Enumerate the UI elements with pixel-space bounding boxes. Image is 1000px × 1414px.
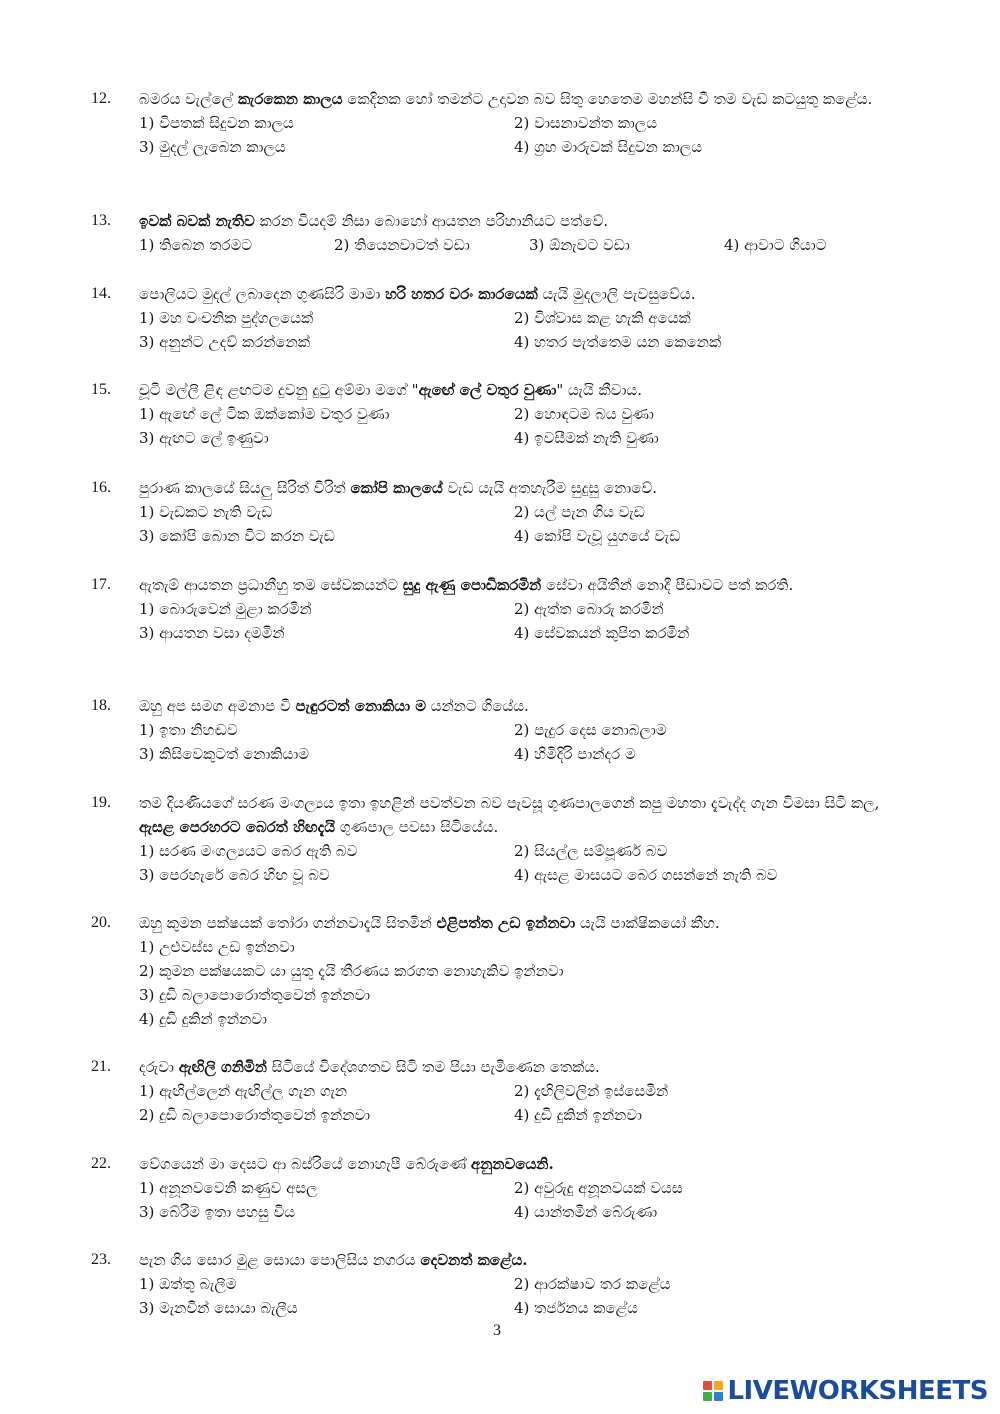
answer-option[interactable]: 3) බේරීම ඉතා පහසු විය — [139, 1203, 296, 1221]
page-number: 3 — [493, 1322, 501, 1339]
answer-options — [139, 935, 919, 1031]
highlighted-phrase: ඇඟේ ලේ වතුර වුණා — [418, 381, 557, 399]
highlighted-phrase: ඇඟිලි ගනිමින් — [178, 1058, 267, 1076]
stem-text: යැයි මුදලාලි පැවසුවේය. — [537, 285, 696, 303]
answer-option[interactable]: 4) හතර පැත්තෙම යන කෙනෙක් — [514, 333, 722, 351]
stem-text: පොලියට මුදල් ලබාදෙන ගුණසිරි මාමා — [139, 285, 386, 303]
stem-text: ඇතැම් ආයතන ප්‍රධානීහු තම සේවකයන්ට — [139, 576, 403, 594]
highlighted-phrase: ඇසළ පෙරහරට බෙරත් හිඟදැයි — [139, 818, 336, 836]
stem-text: ඔහු අප සමග අමනාප වී — [139, 697, 296, 715]
stem-text: තම දියණියගේ සරණ මංගල්‍යය ඉතා ඉහළින් පවත්වන බව පැවසූ ගුණපාලගෙන් කපු මහතා දැවැද්ද ගැන විමසා සිටි කල, — [139, 794, 880, 812]
question-stem — [139, 791, 919, 839]
question-number: 17. — [91, 576, 111, 593]
answer-option[interactable]: 4) දුඩි දුකින් ඉන්නවා — [139, 1010, 267, 1028]
logo-square — [714, 1381, 723, 1390]
stem-text: චූටි මල්ලී ළිඳ ළඟටම දුවනු දුටු අම්මා මගේ " — [139, 381, 419, 399]
answer-option[interactable]: 3) ඇඟට ලේ ඉණුවා — [139, 429, 269, 447]
question-stem — [139, 1152, 919, 1176]
logo-square — [703, 1392, 712, 1401]
answer-options — [139, 1176, 919, 1224]
answer-options — [139, 1272, 919, 1320]
answer-options — [139, 500, 919, 548]
stem-text: පුරාණ කාලයේ සියලු සිරිත් විරිත් — [139, 479, 351, 497]
answer-option[interactable]: 4) දුඩි දුකින් ඉන්නවා — [514, 1106, 642, 1124]
question-number: 12. — [91, 90, 111, 107]
answer-option[interactable]: 3) ආයතන වසා දමමින් — [139, 624, 285, 642]
answer-option[interactable]: 1) ඇඟේ ලේ ටික ඔක්කෝම වතුර වුණා — [139, 405, 390, 423]
stem-text: වැඩ යැයි අතහැරීම සුදුසු නොවේ. — [442, 479, 658, 497]
highlighted-phrase: දෙවනත් කළේය. — [420, 1251, 528, 1269]
stem-text: කෙදිනක හෝ තමන්ට උදාවන බව සිතු හෙතෙම මහන්සි වී තම වැඩ කටයුතු කළේය. — [342, 90, 873, 108]
answer-option[interactable]: 4) සේවකයන් කුපිත කරමින් — [514, 624, 690, 642]
highlighted-phrase: කැරකෙන කාලය — [237, 90, 343, 108]
answer-option[interactable]: 2) තියෙනවාටත් වඩා — [334, 236, 470, 254]
question-stem — [139, 911, 919, 935]
stem-text: සේවා අයිතීන් නොදී පීඩාවට පත් කරති. — [541, 576, 794, 594]
answer-option[interactable]: 4) ආවාට ගියාට — [724, 236, 827, 254]
highlighted-phrase: එළිපත්ත උඩ ඉන්නවා — [436, 914, 576, 932]
answer-option[interactable]: 2) විශ්වාස කළ හැකි අයෙක් — [514, 309, 691, 327]
answer-options — [139, 1079, 919, 1127]
answer-options — [139, 718, 919, 766]
answer-option[interactable]: 3) කිසිවෙකුටත් නොකියාම — [139, 745, 310, 763]
question-number: 19. — [91, 794, 111, 811]
stem-text: ගුණපාල පවසා සිටියේය. — [335, 818, 499, 836]
answer-option[interactable]: 3) කෝපි බොන විට කරන වැඩ — [139, 527, 335, 545]
answer-option[interactable]: 4) ඉවසීමක් නැති වුණා — [514, 429, 659, 447]
answer-options — [139, 233, 919, 257]
answer-option[interactable]: 3) අනුන්ට උදව් කරන්නෙක් — [139, 333, 310, 351]
answer-option[interactable]: 1) මහ වංචනික පුද්ගලයෙක් — [139, 309, 314, 327]
question-number: 15. — [91, 381, 111, 398]
answer-option[interactable]: 1) සරණ මංගල්‍යයට බෙර ඇති බව — [139, 842, 358, 860]
question-stem — [139, 378, 919, 402]
highlighted-phrase: පැඳුරටත් නොකියා ම — [295, 697, 427, 715]
answer-options — [139, 597, 919, 645]
answer-option[interactable]: 1) වැඩකට නැති වැඩ — [139, 503, 273, 521]
answer-option[interactable]: 4) තර්ජනය කළේය — [514, 1299, 638, 1317]
answer-option[interactable]: 4) ඇසළ මාසයට බෙර ගසන්නේ නැති බව — [514, 866, 778, 884]
question-number: 18. — [91, 697, 111, 714]
question-stem — [139, 87, 919, 111]
question-number: 14. — [91, 285, 111, 302]
answer-option[interactable]: 1) ඔත්තු බැලීම — [139, 1275, 237, 1293]
answer-option[interactable]: 3) මැනවින් සොයා බැලීය — [139, 1299, 298, 1317]
stem-text: " යැයි කීවාය. — [556, 381, 642, 399]
question-number: 21. — [91, 1058, 111, 1075]
answer-option[interactable]: 1) බොරුවෙන් මුළා කරමින් — [139, 600, 312, 618]
answer-options — [139, 306, 919, 354]
answer-option[interactable]: 4) ග්‍රහ මාරුවක් සිදුවන කාලය — [514, 138, 702, 156]
question-stem — [139, 282, 919, 306]
answer-option[interactable]: 1) විපතක් සිදුවන කාලය — [139, 114, 294, 132]
question-stem — [139, 1055, 919, 1079]
answer-option[interactable]: 1) තිබෙන තරමට — [139, 236, 253, 254]
highlighted-phrase: කෝපි කාලයේ — [350, 479, 443, 497]
answer-option[interactable]: 1) ඉතා නිහඬව — [139, 721, 238, 739]
answer-option[interactable]: 2) සියල්ල සම්පූර්ණ බව — [514, 842, 668, 860]
stem-text: යැයි පාක්ෂිකයෝ කීහ. — [575, 914, 720, 932]
answer-option[interactable]: 1) ඇඟිල්ලෙන් ඇඟිල්ල ගැන ගැන — [139, 1082, 348, 1100]
brand-name: LIVEWORKSHEETS — [727, 1376, 988, 1406]
stem-text: වේගයෙන් මා දෙසට ආ බස්රියේ නොහැපී බේරුණේ — [139, 1155, 471, 1173]
answer-option[interactable]: 3) මුදල් ලැබෙන කාලය — [139, 138, 286, 156]
question-number: 23. — [91, 1251, 111, 1268]
question-number: 16. — [91, 479, 111, 496]
question-number: 13. — [91, 212, 111, 229]
stem-text: යන්නට ගියේය. — [426, 697, 529, 715]
brand-footer[interactable] — [703, 1376, 988, 1406]
answer-option[interactable]: 2) අවුරුදු අනූනවයක් වයස — [514, 1179, 683, 1197]
question-stem — [139, 1248, 919, 1272]
answer-option[interactable]: 2) ආරක්ෂාව තර කළේය — [514, 1275, 671, 1293]
answer-option[interactable]: 4) යාන්තමින් බේරුණා — [514, 1203, 658, 1221]
answer-option[interactable]: 1) උළුවස්ස උඩ ඉන්නවා — [139, 938, 295, 956]
highlighted-phrase: සුදු ඇණු පොඩිකරමින් — [402, 576, 542, 594]
answer-options — [139, 839, 919, 887]
answer-option[interactable]: 4) හිමිදිරි පාන්දර ම — [514, 745, 636, 763]
question-number: 22. — [91, 1155, 111, 1172]
answer-option[interactable]: 3) දුඩි බලාපොරොත්තුවෙන් ඉන්නවා — [139, 986, 371, 1004]
question-stem — [139, 694, 919, 718]
highlighted-phrase: හරි හතර වරං කාරයෙක් — [385, 285, 538, 303]
highlighted-phrase: අනුනවයෙනි. — [470, 1155, 554, 1173]
answer-option[interactable]: 2) වාසනාවන්ත කාලය — [514, 114, 658, 132]
answer-option[interactable]: 2) කුමන පක්ෂයකට යා යුතු දැයි තීරණය කරගත නොහැකිව ඉන්නවා — [139, 962, 564, 980]
answer-option[interactable]: 2) පැදුර දෙස නොබලාම — [514, 721, 667, 739]
answer-options — [139, 402, 919, 450]
answer-options — [139, 111, 919, 159]
answer-option[interactable]: 1) අනූනවවෙනි කණුව අසල — [139, 1179, 318, 1197]
question-number: 20. — [91, 914, 111, 931]
answer-option[interactable]: 2) යල් පැන ගිය වැඩ — [514, 503, 645, 521]
question-stem — [139, 476, 919, 500]
question-stem — [139, 209, 919, 233]
stem-text: පැන ගිය සොර මුළ සොයා පොලිසිය නගරය — [139, 1251, 421, 1269]
stem-text: කරන වියදම් නිසා බොහෝ ආයතන පරිහානියට පත්වේ. — [254, 212, 609, 230]
question-stem — [139, 573, 919, 597]
logo-square — [714, 1392, 723, 1401]
liveworksheets-logo-icon — [703, 1381, 723, 1401]
stem-text: සිටියේ විදේශගතව සිටි තම පියා පැමිණෙන තෙක්ය. — [266, 1058, 600, 1076]
stem-text: බමරය වැල්ලේ — [139, 90, 238, 108]
answer-option[interactable]: 2) දැඟිලිවලින් ඉස්සෙමින් — [514, 1082, 669, 1100]
logo-square — [703, 1381, 712, 1390]
highlighted-phrase: ඉවක් බවක් නැතිව — [139, 212, 255, 230]
answer-option[interactable]: 3) ඕනැවට වඩා — [529, 236, 630, 254]
stem-text: ඔහු කුමන පක්ෂයක් තෝරා ගන්නවාදැයි සිතමින් — [139, 914, 437, 932]
answer-option[interactable]: 2) හොඳටම බය වුණා — [514, 405, 654, 423]
stem-text: දරුවා — [139, 1058, 179, 1076]
answer-option[interactable]: 3) පෙරහැරේ බෙර හිඟ වූ බව — [139, 866, 330, 884]
answer-option[interactable]: 2) ඇත්ත බොරු කරමින් — [514, 600, 664, 618]
answer-option[interactable]: 4) කෝපි වැවූ යුගයේ වැඩ — [514, 527, 681, 545]
answer-option[interactable]: 2) දුඩි බලාපොරොත්තුවෙන් ඉන්නවා — [139, 1106, 371, 1124]
